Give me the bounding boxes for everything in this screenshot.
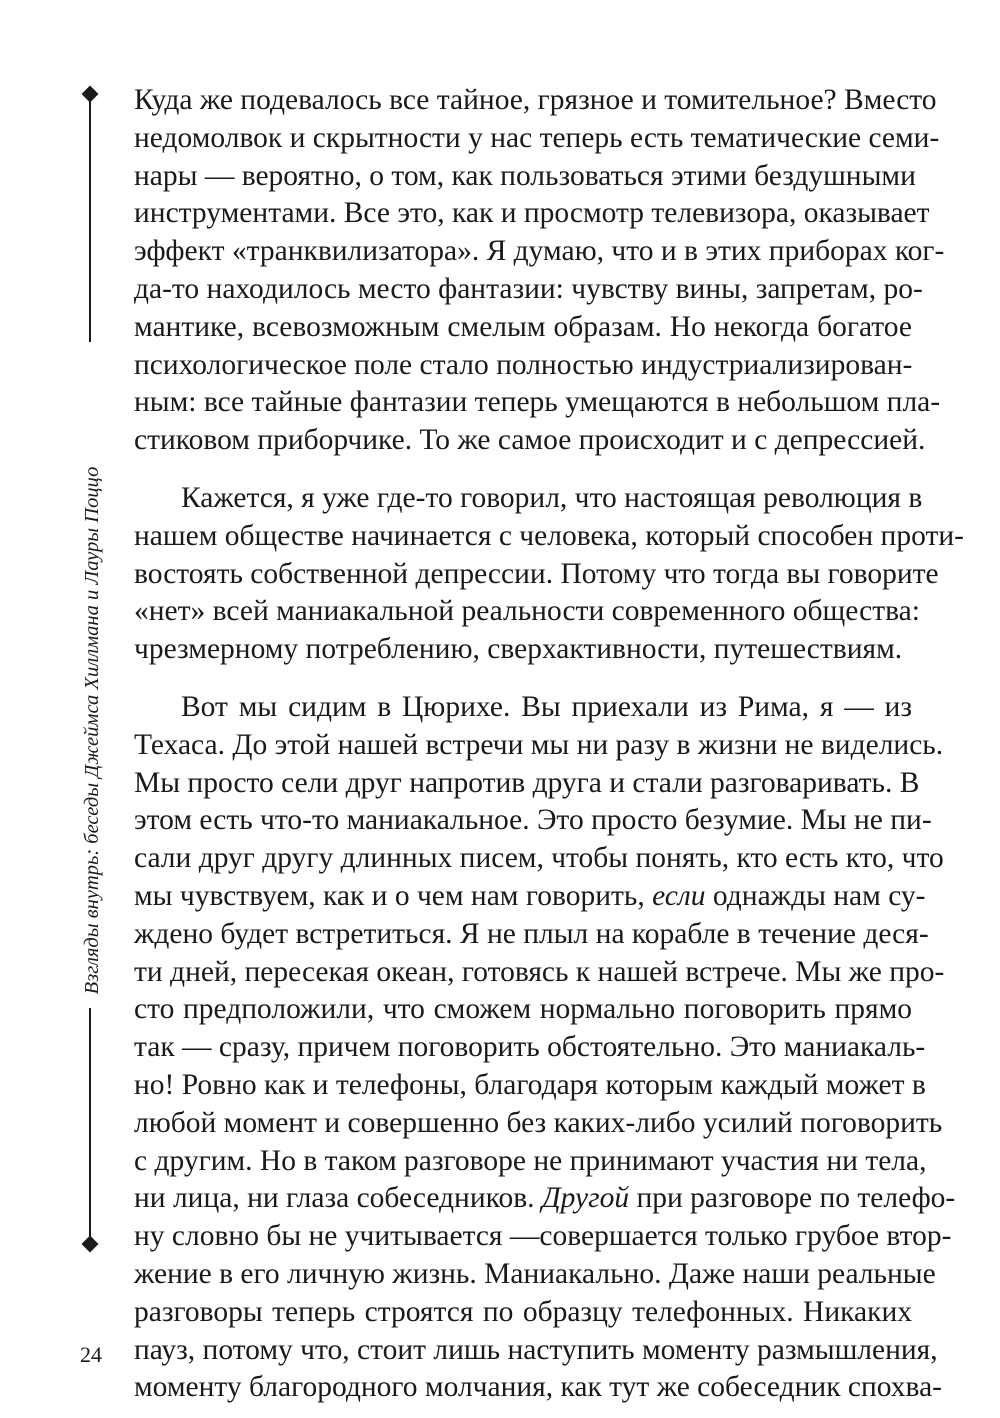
text-line: но! Ровно как и телефоны, благодаря которым каждый может в — [134, 1068, 926, 1101]
paragraph — [134, 480, 964, 669]
text-line: стиковом приборчике. То же самое происходит и с депрессией. — [134, 424, 926, 457]
text-segment: ни лица, ни глаза собеседников. — [134, 1182, 542, 1215]
text-line: нары — вероятно, о том, как пользоваться этими бездушными — [134, 159, 916, 192]
paragraph — [134, 82, 945, 460]
text-line: да-то находилось место фантазии: чувству вины, запретам, ро- — [134, 272, 923, 305]
text-line: ну словно бы не учитывается —совершается только грубое втор- — [134, 1220, 952, 1253]
text-line: мантике, всевозможным смелым образам. Но некогда богатое — [134, 310, 912, 343]
text-line — [134, 1180, 956, 1218]
paragraph-spacer — [134, 669, 912, 689]
text-line: моменту благородного молчания, как тут же собеседник спохва- — [134, 1371, 943, 1404]
text-line: ти дней, пересекая океан, готовясь к нашей встрече. Мы же про- — [134, 955, 945, 988]
paragraph-spacer — [134, 460, 912, 480]
text-line: Мы просто сели друг напротив друга и стали разговаривать. В — [134, 766, 920, 799]
text-line: Вот мы сидим в Цюрихе. Вы приехали из Рима, я — из — [181, 690, 912, 723]
text-line: эффект «транквилизатора». Я думаю, что и в этих приборах ког- — [134, 235, 945, 268]
text-line: разговоры теперь строятся по образцу телефонных. Никаких — [134, 1295, 912, 1328]
running-head-text: Взгляды внутрь: беседы Джеймса Хиллмана и Лауры Поццо — [81, 466, 103, 995]
text-line: ным: все тайные фантазии теперь умещаются в небольшом пла- — [134, 386, 941, 419]
margin-ornament-bottom — [80, 1008, 100, 1256]
text-line: Техаса. До этой нашей встречи мы ни разу в жизни не виделись. — [134, 728, 944, 761]
text-line: чрезмерному потреблению, сверхактивности, путешествиям. — [134, 633, 903, 666]
text-line: востоять собственной депрессии. Потому что тогда вы говорите — [134, 557, 939, 590]
page-number: 24 — [80, 1342, 102, 1367]
text-line — [134, 878, 926, 916]
text-line: сали друг другу длинных писем, чтобы понять, кто есть кто, что — [134, 842, 944, 875]
text-line: сто предположили, что сможем нормально поговорить прямо — [134, 993, 912, 1026]
text-line: нашем обществе начинается с человека, который способен проти- — [134, 519, 964, 552]
text-line: любой момент и совершенно без каких-либо усилий поговорить — [134, 1106, 943, 1139]
italic-emphasis: Другой — [541, 1182, 630, 1215]
paragraph — [134, 689, 956, 1407]
text-line: Куда же подевалось все тайное, грязное и томительное? Вместо — [134, 84, 937, 116]
text-segment: при разговоре по телефо- — [629, 1182, 956, 1215]
italic-emphasis: если — [652, 879, 706, 912]
running-head — [80, 458, 104, 1003]
text-line: ждено будет встретиться. Я не плыл на корабле в течение деся- — [134, 917, 929, 950]
text-line: этом есть что-то маниакальное. Это просто безумие. Мы не пи- — [134, 804, 932, 837]
margin-ornament-top — [80, 86, 100, 342]
text-line: инструментами. Все это, как и просмотр телевизора, оказывает — [134, 197, 930, 230]
text-line: недомолвок и скрытности у нас теперь есть тематические семи- — [134, 121, 940, 154]
text-line: так — сразу, причем поговорить обстоятельно. Это маниакаль- — [134, 1031, 926, 1064]
text-line: пауз, потому что, стоит лишь наступить моменту размышления, — [134, 1333, 938, 1366]
text-line: «нет» всей маниакальной реальности современного общества: — [134, 595, 920, 628]
text-line: с другим. Но в таком разговоре не принимают участия ни тела, — [134, 1144, 927, 1177]
text-line: Кажется, я уже где-то говорил, что настоящая революция в — [181, 481, 923, 514]
body-text — [134, 82, 964, 1407]
text-line: жение в его личную жизнь. Маниакально. Даже наши реальные — [134, 1257, 936, 1290]
text-line: психологическое поле стало полностью индустриализирован- — [134, 348, 913, 381]
text-segment: мы чувствуем, как и о чем нам говорить, — [134, 879, 653, 912]
text-segment: однажды нам су- — [705, 879, 926, 912]
